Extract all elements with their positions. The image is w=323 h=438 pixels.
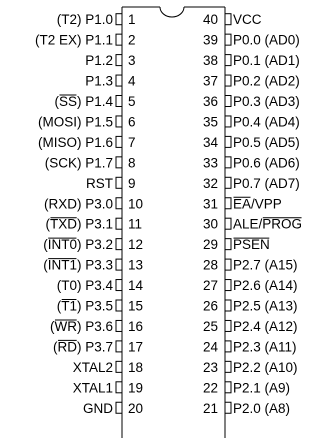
overbar-signal: INT0 — [47, 237, 77, 253]
pin-number: 40 — [202, 12, 218, 28]
pin-40 — [203, 12, 262, 27]
pin-number: 4 — [128, 73, 136, 89]
pin-number: 3 — [128, 53, 136, 69]
label-text: ) P3.3 — [76, 257, 113, 273]
overbar-signal: T1 — [61, 298, 77, 314]
pin-number: 2 — [128, 32, 136, 48]
pin-number: 7 — [128, 134, 136, 150]
label-text: (MOSI) P1.5 — [37, 114, 113, 130]
pin-number: 1 — [128, 12, 136, 28]
pin-label — [38, 114, 113, 129]
pin-number: 10 — [128, 196, 144, 212]
pin-label — [83, 401, 113, 416]
pin-label — [45, 217, 113, 232]
pin-lead — [116, 14, 122, 25]
label-text: ) P3.7 — [76, 339, 113, 355]
pin-lead — [225, 198, 231, 209]
label-text: P2.4 (A12) — [233, 318, 298, 334]
pin-label — [54, 94, 113, 109]
label-text: P2.6 (A14) — [233, 278, 298, 294]
pin-lead — [225, 116, 231, 127]
pin-label — [85, 74, 113, 89]
label-text: P2.5 (A13) — [233, 298, 298, 314]
label-text: (RXD) P3.0 — [43, 196, 113, 212]
pin-label — [57, 278, 114, 293]
label-text: P0.0 (AD0) — [233, 32, 300, 48]
label-text: GND — [83, 400, 113, 416]
overbar-signal: TXD — [49, 216, 77, 232]
label-text: ( — [43, 237, 48, 253]
pin-label — [233, 155, 300, 170]
pin-23 — [203, 360, 298, 375]
pin-lead — [116, 300, 122, 311]
pin-lead — [116, 341, 122, 352]
pin-number: 25 — [202, 318, 218, 334]
label-text: ( — [52, 339, 58, 355]
pin-lead — [116, 96, 122, 107]
pin-number: 31 — [202, 196, 218, 212]
pin-1 — [57, 12, 136, 27]
pin-lead — [225, 239, 231, 250]
pin-34 — [203, 135, 300, 150]
pin-17 — [53, 339, 143, 354]
pin-label — [233, 278, 298, 293]
pin-lead — [225, 75, 231, 86]
overbar-signal: EA — [233, 196, 252, 212]
pin-number: 19 — [128, 380, 144, 396]
pin-11 — [45, 217, 142, 232]
pin-label — [233, 401, 290, 416]
pin-21 — [203, 401, 290, 416]
pin-32 — [203, 176, 300, 191]
pin-number: 18 — [128, 359, 144, 375]
label-text: P2.2 (A10) — [233, 359, 298, 375]
pin-24 — [203, 339, 297, 354]
pin-label — [57, 299, 113, 314]
pin-label — [233, 237, 270, 252]
pin-label — [57, 12, 113, 27]
pin-lead — [225, 157, 231, 168]
label-text: VCC — [233, 12, 262, 28]
pin-number: 29 — [202, 237, 218, 253]
pin-lead — [225, 259, 231, 270]
right-pin-column — [203, 12, 302, 416]
pin-number: 17 — [128, 339, 144, 355]
pin-lead — [116, 239, 122, 250]
label-text: ) P3.1 — [76, 216, 113, 232]
pin-36 — [203, 94, 300, 109]
label-text: P2.7 (A15) — [233, 257, 298, 273]
pin-label — [233, 94, 300, 109]
overbar-signal: RD — [57, 339, 77, 355]
pin-number: 5 — [128, 94, 136, 109]
pin-number: 37 — [202, 73, 218, 89]
pin-38 — [203, 53, 300, 68]
pin-25 — [203, 319, 298, 334]
pin-lead — [116, 157, 122, 168]
label-text: ) P3.6 — [76, 318, 113, 334]
pin-label — [233, 176, 300, 191]
pin-number: 36 — [202, 94, 218, 109]
pin-number: 22 — [202, 380, 218, 396]
label-text: ( — [56, 298, 62, 314]
label-text: ( — [45, 216, 50, 232]
pin-label — [233, 12, 262, 27]
pin-number: 39 — [202, 32, 218, 48]
label-text: XTAL2 — [72, 359, 113, 375]
pin-label — [43, 258, 113, 273]
pin-lead — [225, 361, 231, 372]
pin-label — [233, 339, 297, 354]
pin-label — [50, 319, 113, 334]
pin-6 — [38, 114, 136, 129]
pin-lead — [116, 198, 122, 209]
label-text: P0.6 (AD6) — [233, 155, 300, 171]
pin-4 — [85, 74, 136, 89]
pin-27 — [203, 278, 298, 293]
pin-lead — [116, 361, 122, 372]
label-text: P0.4 (AD4) — [233, 114, 300, 130]
overbar-signal: SS — [58, 94, 77, 109]
pin-lead — [116, 116, 122, 127]
label-text: ALE/ — [233, 216, 263, 232]
pin-number: 12 — [128, 237, 144, 253]
pin-label — [233, 135, 300, 150]
pin-label — [233, 114, 300, 129]
label-text: XTAL1 — [72, 380, 113, 396]
pin-lead — [116, 55, 122, 66]
pin-number: 15 — [128, 298, 144, 314]
pin-lead — [225, 300, 231, 311]
label-text: ) P3.2 — [76, 237, 113, 253]
pin-label — [233, 53, 300, 68]
pin-5 — [54, 94, 135, 109]
pin-number: 16 — [128, 318, 144, 334]
label-text: P2.1 (A9) — [233, 380, 291, 396]
pin-20 — [83, 401, 143, 416]
pin-label — [86, 176, 113, 191]
pin-lead — [225, 14, 231, 25]
pin-number: 23 — [202, 359, 218, 375]
pin-label — [233, 74, 300, 89]
pin-lead — [225, 34, 231, 45]
pin-number: 28 — [202, 257, 218, 273]
pin-18 — [73, 360, 143, 375]
pin-label — [233, 217, 302, 232]
pin-lead — [225, 96, 231, 107]
label-text: P2.3 (A11) — [233, 339, 297, 355]
label-text: P0.7 (AD7) — [233, 175, 300, 191]
pin-label — [35, 33, 113, 48]
pin-number: 30 — [202, 216, 218, 232]
pin-lead — [225, 280, 231, 291]
overbar-signal: WR — [54, 318, 77, 334]
overbar-signal: PROG — [262, 216, 303, 232]
label-text: P2.0 (A8) — [233, 400, 291, 416]
pin-number: 14 — [128, 278, 144, 294]
pin-lead — [225, 341, 231, 352]
pin-35 — [203, 114, 300, 129]
pin-lead — [116, 177, 122, 188]
pin-number: 20 — [128, 400, 144, 416]
chip-notch — [160, 7, 184, 17]
pin-label — [233, 299, 298, 314]
pin-lead — [116, 136, 122, 147]
pin-39 — [203, 33, 300, 48]
pin-37 — [203, 74, 300, 89]
pin-label — [38, 135, 113, 150]
pin-16 — [50, 319, 143, 334]
pin-8 — [45, 155, 136, 170]
pin-9 — [86, 176, 136, 191]
pin-label — [233, 360, 298, 375]
pin-label — [233, 380, 290, 395]
overbar-signal: INT1 — [47, 257, 77, 273]
pin-lead — [116, 34, 122, 45]
pin-label — [233, 258, 298, 273]
pin-33 — [203, 155, 300, 170]
pin-19 — [73, 380, 143, 395]
pin-lead — [116, 320, 122, 331]
label-text: ( — [49, 318, 55, 334]
pin-number: 21 — [202, 400, 218, 416]
pin-label — [53, 339, 113, 354]
pin-number: 24 — [202, 339, 218, 355]
label-text: ) P1.4 — [76, 94, 113, 109]
pin-number: 6 — [128, 114, 136, 130]
pin-lead — [116, 259, 122, 270]
pin-lead — [225, 320, 231, 331]
label-text: P0.2 (AD2) — [233, 73, 300, 89]
pin-12 — [43, 237, 143, 252]
pin-label — [45, 155, 113, 170]
pin-lead — [225, 382, 231, 393]
pin-lead — [225, 55, 231, 66]
pin-label — [73, 360, 113, 375]
pin-lead — [116, 75, 122, 86]
pin-number: 13 — [128, 257, 144, 273]
label-text: ) P3.5 — [76, 298, 113, 314]
pin-10 — [44, 196, 143, 211]
pin-lead — [225, 177, 231, 188]
pin-number: 27 — [202, 278, 218, 294]
pin-2 — [35, 33, 136, 48]
label-text: P1.2 — [85, 53, 113, 69]
pin-label — [73, 380, 113, 395]
label-text: ( — [43, 257, 48, 273]
pin-number: 11 — [128, 216, 143, 232]
label-text: RST — [86, 175, 113, 191]
pin-lead — [225, 136, 231, 147]
pin-lead — [116, 402, 122, 413]
pin-label — [233, 33, 300, 48]
pin-lead — [116, 218, 122, 229]
pin-15 — [57, 299, 143, 314]
pin-label — [44, 196, 113, 211]
pin-13 — [43, 258, 143, 273]
label-text: P0.1 (AD1) — [233, 53, 300, 69]
label-text: P0.5 (AD5) — [233, 134, 300, 150]
pin-22 — [203, 380, 290, 395]
label-text: (T0) P3.4 — [56, 278, 113, 294]
label-text: P0.3 (AD3) — [233, 94, 300, 109]
pin-number: 34 — [202, 134, 218, 150]
pin-number: 8 — [128, 155, 136, 171]
pin-29 — [203, 237, 270, 252]
label-text: (T2 EX) P1.1 — [34, 32, 113, 48]
pin-label — [233, 196, 282, 211]
pin-number: 33 — [202, 155, 218, 171]
pin-lead — [225, 402, 231, 413]
pin-lead — [116, 280, 122, 291]
pin-label — [43, 237, 113, 252]
left-pin-column — [35, 12, 144, 416]
label-text: (T2) P1.0 — [56, 12, 113, 28]
pin-30 — [203, 217, 302, 232]
pin-31 — [203, 196, 282, 211]
pin-14 — [57, 278, 144, 293]
pin-label — [85, 53, 113, 68]
pin-26 — [203, 299, 298, 314]
pin-lead — [225, 218, 231, 229]
pin-number: 38 — [202, 53, 218, 69]
pin-label — [233, 319, 298, 334]
pin-lead — [116, 382, 122, 393]
label-text: ( — [54, 94, 59, 109]
label-text: (SCK) P1.7 — [44, 155, 113, 171]
label-text: P1.3 — [85, 73, 113, 89]
pin-number: 32 — [202, 175, 218, 191]
label-text: (MISO) P1.6 — [37, 134, 113, 150]
overbar-signal: PSEN — [233, 237, 270, 253]
label-text: /VPP — [251, 196, 282, 212]
pin-28 — [203, 258, 298, 273]
pin-3 — [85, 53, 135, 68]
pin-number: 26 — [202, 298, 218, 314]
pin-7 — [38, 135, 136, 150]
pin-number: 35 — [202, 114, 218, 130]
pin-number: 9 — [128, 175, 136, 191]
